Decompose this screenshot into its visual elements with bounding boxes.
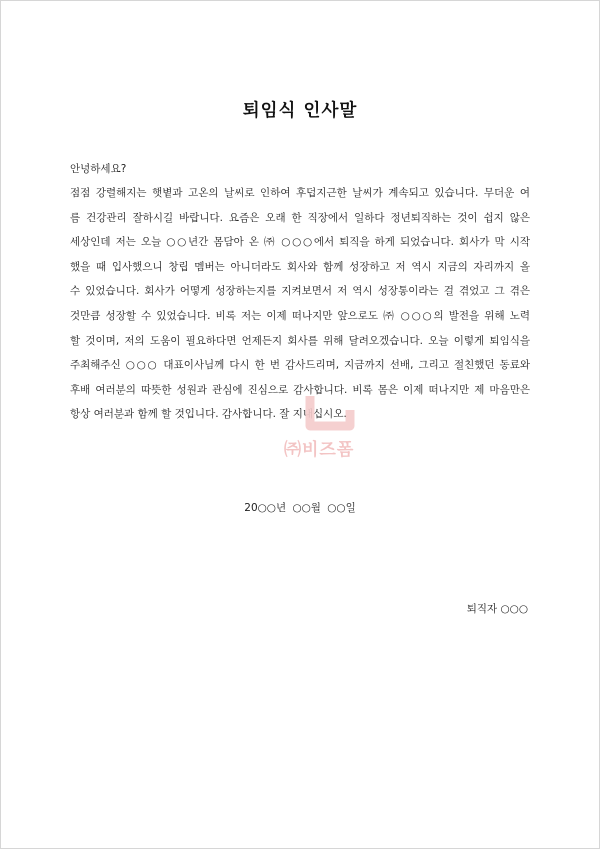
signature: 퇴직자 ○○○ — [466, 603, 528, 615]
body-line: 세상인데 저는 오늘 ○○년간 몸담아 온 ㈜ ○○○에서 퇴직을 하게 되었습니다. 회사가 막 시작 — [70, 236, 530, 249]
body-line: 주최해주신 ○○○ 대표이사님께 다시 한 번 감사드리며, 지금까지 선배, 그리고 절친했던 동료와 — [70, 359, 530, 372]
body-line: 할 것이며, 저의 도움이 필요하다면 언제든지 회사를 위해 달려오겠습니다. 오늘 이렇게 퇴임식을 — [70, 334, 530, 347]
body-line: 름 건강관리 잘하시길 바랍니다. 요즘은 오래 한 직장에서 일하다 정년퇴직하는 것이 쉽지 않은 — [70, 211, 530, 224]
body-line: 점점 강렬해지는 햇볕과 고온의 날씨로 인하여 후덥지근한 날씨가 계속되고 있습니다. 무더운 여 — [70, 187, 530, 199]
document-date: 20○○년 ○○월 ○○일 — [244, 502, 356, 514]
body-line: 후배 여러분의 따뜻한 성원과 관심에 진심으로 감사합니다. 비록 몸은 이제 떠나지만 제 마음만은 — [70, 383, 530, 396]
body-line: 것만큼 성장할 수 있었습니다. 비록 저는 이제 떠나지만 앞으로도 ㈜ ○○○의 발전을 위해 노력 — [70, 309, 530, 322]
body-line: 항상 여러분과 함께 할 것입니다. 감사합니다. 잘 지내십시오. — [70, 408, 347, 421]
body-paragraph — [70, 181, 530, 427]
watermark-text: ㈜비즈폼 — [284, 440, 355, 460]
body-line: 수 있었습니다. 회사가 어떻게 성장하는지를 지켜보면서 저 역시 성장통이라는 걸 겪었고 그 겪은 — [70, 285, 530, 298]
greeting: 안녕하세요? — [70, 163, 127, 175]
body-line: 했을 때 입사했으니 창립 멤버는 아니더라도 회사와 함께 성장하고 저 역시 지금의 자리까지 올 — [70, 260, 530, 273]
document-title: 퇴임식 인사말 — [242, 101, 358, 121]
